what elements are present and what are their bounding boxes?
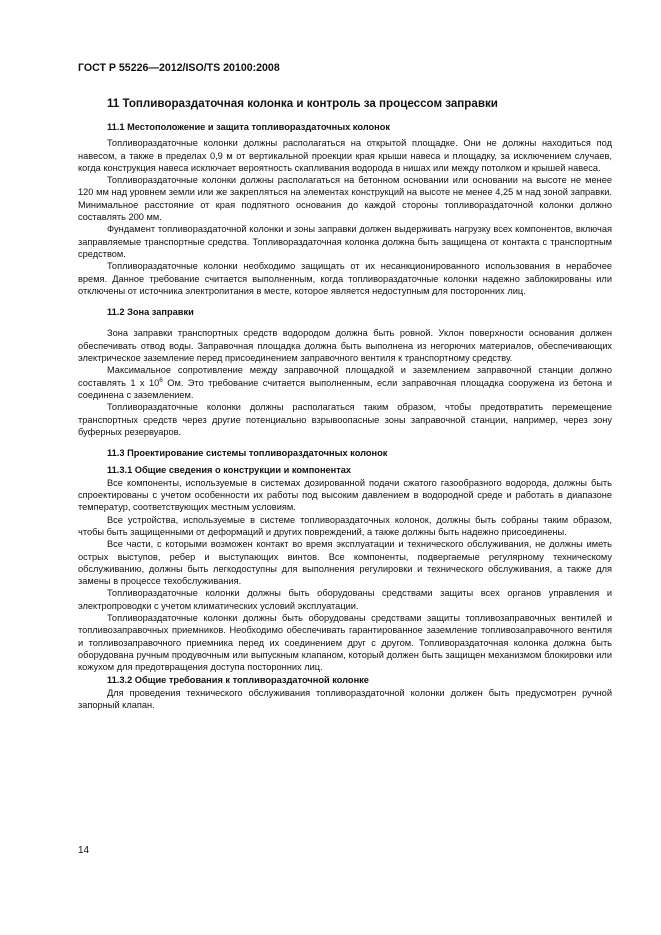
paragraph: Зона заправки транспортных средств водородом должна быть ровной. Уклон поверхности основания должен обеспечивать отвод воды. Заправочная площадка должна быть выполнена из негорючих материалов, обеспечивающих электрическое заземление перед присоединением заправочного вентиля к транспортному средству. <box>78 328 612 364</box>
resistance-text-pre: Максимальное сопротивление между заправочной площадкой и заземлением заправочной станции должно составлять 1 х 10 <box>78 365 612 388</box>
subsection-title-11-3: 11.3 Проектирование системы топливораздаточных колонок <box>107 448 388 459</box>
resistance-text-post: Ом. Это требование считается выполненным, если заправочная площадка сооружена из бетона и соединена с заземлением. <box>78 377 612 400</box>
paragraph: Топливораздаточные колонки должны располагаться на открытой площадке. Они не должны находиться под навесом, а также в пределах 0,9 м от вертикальной проекции края крыши навеса и площадку, за исключением случаев, когда конструкция навеса исключает вероятность скапливания водорода в нишах или между потолком и крышей навеса. <box>78 138 612 173</box>
subsection-title-11-3-2: 11.3.2 Общие требования к топливораздаточной колонке <box>107 675 369 686</box>
paragraph: Топливораздаточные колонки должны быть оборудованы средствами защиты всех органов управления и электропроводки с учетом климатических условий эксплуатации. <box>78 588 612 611</box>
page-number: 14 <box>78 845 90 856</box>
paragraph: Топливораздаточные колонки должны быть оборудованы средствами защиты топливозаправочных вентилей и топливозаправочных приемников. Необходимо обеспечивать гарантированное заземление топливозаправочного вентиля и топливозаправочного приемника перед их соединением друг с другом. Топливораздаточная колонка должна быть оборудована ручным продувочным или выпускным клапаном, который должен быть защищен механизмом блокировки или кожухом для предотвращения доступа посторонних лиц. <box>78 612 612 673</box>
subsection-title-11-3-1: 11.3.1 Общие сведения о конструкции и компонентах <box>107 465 352 476</box>
subsection-title-11-2: 11.2 Зона заправки <box>107 307 194 318</box>
paragraph: Для проведения технического обслуживания топливораздаточной колонки должен быть предусмотрен ручной запорный клапан. <box>78 687 612 711</box>
paragraph: Все устройства, используемые в системе топливораздаточных колонок, должны быть собраны таким образом, чтобы быть защищенными от деформаций и других повреждений, а также должны быть надежно присоединены. <box>78 514 612 537</box>
paragraph: Все компоненты, используемые в системах дозированной подачи сжатого газообразного водорода, должны быть спроектированы с учетом особенности их работы под высоким давлением в водородной среде и работать в диапазоне температур, соответствующих местным условиям. <box>78 477 612 513</box>
paragraph: Фундамент топливораздаточной колонки и зоны заправки должен выдерживать нагрузку всех компонентов, включая заправляемые транспортные средства. Топливораздаточная колонка должна быть защищена от контакта с транспортным средством. <box>78 224 612 259</box>
paragraph: Топливораздаточные колонки необходимо защищать от их несанкционированного использования в нерабочее время. Данное требование считается выполненным, когда топливораздаточные колонки надежно заблокированы или отключены от источника электропитания в месте, которое является недоступным для посторонних лиц. <box>78 261 612 296</box>
document-header: ГОСТ Р 55226—2012/ISO/TS 20100:2008 <box>78 62 280 74</box>
section-title: 11 Топливораздаточная колонка и контроль за процессом заправки <box>107 97 498 110</box>
subsection-title-11-1: 11.1 Местоположение и защита топливораздаточных колонок <box>107 122 391 132</box>
paragraph: Все части, с которыми возможен контакт во время эксплуатации и технического обслуживания, не должны иметь острых выступов, ребер и выступающих винтов. Все компоненты, подвергаемые регулярному техническому обслуживанию, должны быть легкодоступны для выполнения регулировки и технического обслуживания, а также для замены в процессе техобслуживания. <box>78 539 612 587</box>
paragraph: Топливораздаточные колонки должны располагаться на бетонном основании или основании на высоте не менее 120 мм над уровнем земли или же закрепляться на элементах конструкций на высоте не менее 4,25 м над зоной заправки. Минимальное расстояние от края подпятного основания до каждой стороны топливораздаточной колонки должно составлять 200 мм. <box>78 175 612 223</box>
resistance-exponent: 6 <box>159 376 163 384</box>
paragraph <box>78 364 612 401</box>
paragraph: Топливораздаточные колонки должны располагаться таким образом, чтобы предотвратить перемещение транспортных средств через другие потенциально взрывоопасные зоны заправочной станции, например, через зону буферных резервуаров. <box>78 402 612 437</box>
